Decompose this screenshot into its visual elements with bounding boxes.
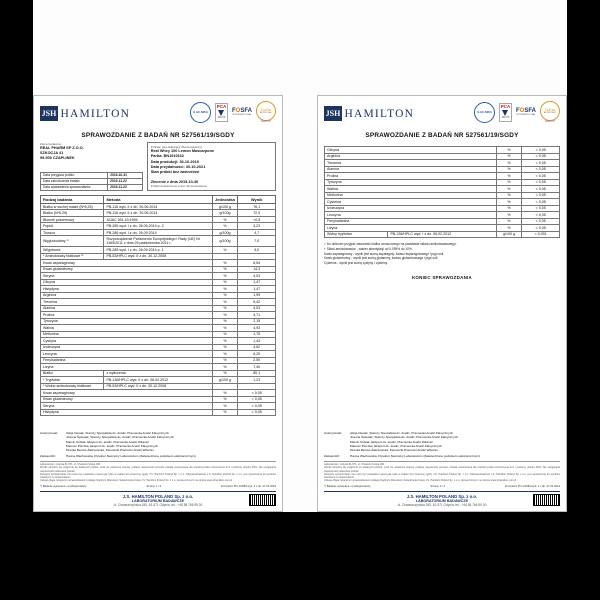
pca-number: AB 079 (217, 117, 226, 120)
text-line: Monika Bemke-Żakrzewska, Kierownik Pracowni Analiz Witamin (350, 448, 438, 453)
fosfa-part: F (231, 108, 236, 114)
approved-block (324, 454, 560, 458)
approved-label: Zatwierdził: (324, 454, 340, 459)
gafta-label: Gafta (260, 107, 272, 113)
unit-cell: % (212, 247, 238, 254)
authorized-block (40, 431, 276, 453)
name-cell: * Aminokwasy białkowe ²⁾ (41, 253, 104, 260)
name-cell: Cysteina (325, 199, 497, 206)
unit-cell: % (212, 396, 238, 403)
footer-address: ul. Chwaszczyńska 180, 81-571 Gdynia, tel.: +48 58 766 99 00 (397, 503, 487, 507)
text-line: Kwas glutaminowy - wynik jest sumą glutaminy, kwasu glutaminowego i jego soli. (324, 256, 439, 261)
text-line: Marcin Kubiak, Ekspert ds. analiz, Pracownia Analiz Witamin (66, 439, 150, 444)
name-cell: Popiół (41, 223, 104, 230)
unit-cell: % (212, 390, 238, 397)
res-cell: < 0,05 (522, 166, 560, 173)
name-cell: Prolina (41, 312, 213, 319)
unit-cell: % (496, 199, 522, 206)
res-cell: < 0,05 (522, 186, 560, 193)
res-cell: < 0,05 (522, 147, 560, 154)
name-cell: Lizyna (325, 225, 497, 232)
name-cell: Białko (N*6,25) (41, 210, 104, 217)
text-line: Data przydatności: 30-10-2021 (150, 164, 206, 169)
authorized-label: Autoryzował: (324, 431, 342, 436)
unit-cell: g/100 g (212, 203, 238, 210)
text-line: Mariusz Pieczka, Ekspert ds. analiz, Pracownia Analiz Klasycznych (66, 444, 158, 449)
name-cell: Wolny tryptofan (325, 231, 388, 238)
form-number: Formularz PO-14/08d wyd. 1 z dn. 27.02.2019 (220, 485, 276, 488)
name-cell: Metionina (325, 192, 497, 199)
unit-cell: % (496, 173, 522, 180)
brand-name: HAMILTON (344, 107, 415, 120)
res-cell: < 0,05 (522, 205, 560, 212)
dates-table (40, 172, 143, 191)
name-cell: Treonina (325, 160, 497, 167)
name-cell: Tyrozyna (41, 318, 213, 325)
text-line: Wyniki odnoszą się wyłącznie do badanych próbek. Jeśli nie określono inaczej, podana niepewność pomiaru została oszacowana dla współczynnika rozszerzenia k=2 i poziomu ufności 95%. Nie uwzględnia niepewności pobierania próbek. (40, 466, 276, 473)
unit-cell: % (496, 179, 522, 186)
name-cell: Kwas asparaginowy (41, 260, 213, 267)
pca-accreditation-icon (215, 103, 228, 122)
res-cell: 4,03 (238, 273, 276, 280)
delivery-line: Próbki dostarczone przez Zleceniodawcę (150, 183, 208, 188)
sample-details (151, 149, 272, 176)
certification-badges (190, 101, 276, 123)
form-number: Formularz PO-14/08d wyd. 1 z dn. 27.02.2019 (504, 485, 560, 488)
unit-cell: % (496, 225, 522, 232)
name-cell: Walina (41, 325, 213, 332)
name-cell: Izoleucyna (325, 205, 497, 212)
footnotes (324, 242, 560, 266)
name-cell: Leucyna (325, 212, 497, 219)
res-cell: 80,1 (238, 370, 276, 377)
name-cell: Treonina (41, 299, 213, 306)
gafta-analyst: ANALYST (260, 121, 272, 123)
res-cell: 4,71 (238, 312, 276, 319)
col-header-result: Wynik (238, 195, 276, 203)
unit-cell: % (212, 351, 238, 358)
name-cell: Glicyna (325, 147, 497, 154)
method-cell: PB-53/HPLC wyd. II z dn. 30.12.2008 (104, 253, 212, 260)
res-cell: 1,23 (238, 377, 276, 384)
method-cell: Rozporządzenie Parlamentu Europejskiego i Rady (UE) Nr 1169/2011 z dnia 25 października 2011 r. (104, 236, 212, 247)
barcode-icon (533, 494, 560, 506)
end-of-report-marker: KONIEC SPRAWOZDANIA (411, 274, 473, 280)
pca-number: AB 079 (501, 117, 510, 120)
res-cell: 1,75 (238, 331, 276, 338)
results-header-row (41, 195, 276, 203)
gafta-badge (256, 101, 276, 123)
col-header-unit: Jednostka (212, 195, 238, 203)
unit-cell: % (212, 357, 238, 364)
gafta-badge (540, 101, 560, 123)
fosfa-subtitle: INTERNATIONAL (516, 114, 536, 116)
pca-label: PCA (500, 103, 511, 109)
unit-cell: % (212, 409, 238, 416)
name-cell: Białko w suchej masie (N*6,25) (41, 203, 104, 210)
name-cell: * Wolne aminokwasy białkowe (41, 383, 104, 390)
gafta-seal-icon (540, 101, 560, 121)
disclaimer-text (324, 461, 560, 483)
date-label: Data przyjęcia próbki: (41, 172, 108, 178)
unit-cell: g/100g (212, 236, 238, 247)
hamilton-monogram-icon: JSH (40, 106, 58, 121)
page-header (324, 101, 560, 128)
name-cell: Fenyloalanina (325, 218, 497, 225)
res-cell: 1,99 (238, 292, 276, 299)
name-cell: Białko (41, 370, 104, 377)
unit-cell: % (212, 260, 238, 267)
text-line: Alicja Nowak, Starszy Specjalista ds. Analiz, Pracownia Analiz Klasycznych (66, 431, 169, 436)
meta-row (40, 485, 276, 488)
authorized-block (324, 431, 560, 453)
method-cell: AOAC 991.43:1994 (104, 216, 212, 223)
legend-note: *) Badanie wykonane u podwykonawcy (324, 485, 371, 488)
results-table-page1 (40, 195, 276, 417)
approved-name: Hanna Wachowska, Dyrektor Naczelny Laboratorium (Zatwierdzone podpisem elektronicznym) (66, 454, 196, 459)
name-cell: * Tryptofan (41, 377, 104, 384)
unit-cell: % (212, 325, 238, 332)
res-cell: 5,42 (238, 299, 276, 306)
text-line: Laboratorium: Gdynia 81-571, ul. Chwaszczyńska 180. (40, 463, 101, 466)
name-cell: Seryna (41, 403, 213, 410)
res-cell: 2,15 (238, 318, 276, 325)
unit-cell: % (496, 147, 522, 154)
res-cell: < 0,05 (238, 403, 276, 410)
fosfa-subtitle: INTERNATIONAL (232, 114, 252, 116)
date-value: 2019-11-22 (108, 184, 143, 190)
ilac-mra-seal-icon: ILAC-MRA (190, 102, 211, 123)
ilac-mra-seal-icon: ILAC-MRA (474, 102, 495, 123)
col-header-method: Metoda (104, 195, 212, 203)
name-cell: Histydyna (41, 286, 213, 293)
text-line: REAL PHARM SP Z.O.O. (40, 146, 84, 150)
date-row (41, 184, 143, 190)
authorized-names (350, 431, 458, 453)
res-cell: 4,7 (238, 229, 276, 236)
brand-name: HAMILTON (60, 107, 131, 120)
approved-name: Hanna Wachowska, Dyrektor Naczelny Laboratorium (Zatwierdzone podpisem elektronicznym) (350, 454, 480, 459)
date-value: 2019-10-31 (108, 172, 143, 178)
footer-company: J.S. HAMILTON POLAND Sp. z o.o. (406, 493, 478, 499)
page-footer (324, 491, 560, 508)
text-line: SZKOCJA 41 (40, 151, 64, 156)
table-row (325, 231, 560, 238)
client-block (40, 142, 143, 191)
unit-cell: % (212, 273, 238, 280)
meta-row (324, 485, 560, 488)
unit-cell: % (496, 166, 522, 173)
unit-cell: % (212, 338, 238, 345)
col-header-test: Rodzaj badania (41, 195, 104, 203)
unit-cell: % (212, 279, 238, 286)
hamilton-monogram-icon: JSH (324, 106, 342, 121)
client-label: Zleceniodawca: (40, 142, 62, 146)
authorized-label: Autoryzował: (40, 431, 58, 436)
gafta-analyst: ANALYST (544, 121, 556, 123)
text-line: Usługa objęta niniejszym sprawozdaniem podlega Ogólnym Warunkom Świadczenia Usług J.S. Hamilton Poland Sp. z o.o. zamieszczonym na stronie www.jshamilton.com.pl (40, 479, 233, 483)
fosfa-o: O (519, 108, 525, 114)
certification-badges (474, 101, 560, 123)
res-cell: < 0,05 (238, 390, 276, 397)
text-line: 95-500 CZAPLINEK (40, 156, 75, 161)
res-cell: < 0,05 (522, 225, 560, 232)
res-cell: 8,54 (238, 260, 276, 267)
pca-triangle-icon (218, 110, 224, 116)
res-cell: < 0,05 (522, 179, 560, 186)
name-cell: Fenyloalanina (41, 357, 213, 364)
unit-cell: % (212, 364, 238, 371)
method-cell: PB-286 wyd. I z dn. 26.09.2014 (104, 229, 212, 236)
unit-cell: % (212, 318, 238, 325)
report-page-1 (33, 95, 283, 512)
date-label: Data wystawienia sprawozdania: (41, 184, 108, 190)
results-table-page2 (324, 146, 560, 238)
fosfa-part: SFA (524, 108, 536, 114)
res-cell: < 0,05 (238, 396, 276, 403)
unit-cell: % (496, 192, 522, 199)
text-line: ²⁾ Skład aminokwasów - zakres akredytacji od 0,095% do 10%. (324, 246, 413, 251)
name-cell: Metionina (41, 331, 213, 338)
res-cell: 6,25 (238, 351, 276, 358)
name-cell: Prolina (325, 173, 497, 180)
text-line: Kwas asparaginowy - wynik jest sumą asparaginy, kwasu asparaginowego i jego soli. (324, 251, 445, 256)
footer-company: J.S. HAMILTON POLAND Sp. z o.o. (122, 493, 194, 499)
method-cell: PB-136/HPLC wyd. II z dn. 06.02.2012 (104, 377, 212, 384)
page-bottom-block (324, 431, 560, 507)
text-line: Marcin Kubiak, Ekspert ds. analiz, Pracownia Analiz Witamin (350, 439, 434, 444)
method-cell: PB-136/HPLC wyd. I z dn. 06.02.2012 (388, 231, 496, 238)
unit-cell: g/100g (212, 229, 238, 236)
res-cell: 4,93 (238, 325, 276, 332)
unit-cell: % (496, 218, 522, 225)
method-cell: PB-285 wyd. I z dn. 26.09.2014 p. 1 (104, 247, 212, 254)
barcode-icon (249, 494, 276, 506)
method-cell: z wyliczenia (104, 370, 212, 377)
name-cell: Histydyna (41, 409, 213, 416)
name-cell: Arginina (325, 153, 497, 160)
res-cell: < 0,05 (522, 192, 560, 199)
text-line: Stan próbki bez zastrzeżeń (150, 170, 200, 175)
res-cell: < 0,05 (522, 173, 560, 180)
text-line: Wyniki odnoszą się wyłącznie do badanych próbek. Jeśli nie określono inaczej, podana niepewność pomiaru została oszacowana dla współczynnika rozszerzenia k=2 i poziomu ufności 95%. Nie uwzględnia niepewności pobierania próbek. (324, 466, 560, 473)
unit-cell: % (496, 186, 522, 193)
order-line: Zlecenie z dnia 2019-10-30 (150, 179, 199, 184)
res-cell: 7,0 (238, 236, 276, 247)
report-title: SPRAWOZDANIE Z BADAŃ NR 527561/19/SGDY (81, 132, 235, 139)
approved-block (40, 454, 276, 458)
res-cell: < 0,05 (522, 212, 560, 219)
name-cell: Arginina (41, 292, 213, 299)
text-line: Mariusz Pieczka, Ekspert ds. analiz, Pracownia Analiz Klasycznych (350, 444, 442, 449)
res-cell: 3,23 (238, 223, 276, 230)
res-cell: 4,03 (238, 305, 276, 312)
date-value: 2019-11-22 (108, 178, 143, 184)
fosfa-part: F (515, 108, 520, 114)
legend-note: *) Badanie wykonane u podwykonawcy (40, 485, 87, 488)
name-cell: Walina (325, 186, 497, 193)
report-title: SPRAWOZDANIE Z BADAŃ NR 527561/19/SGDY (365, 132, 519, 139)
unit-cell: % (212, 223, 238, 230)
info-section (40, 142, 276, 191)
method-cell: PB-285 wyd. I z dn. 26.09.2014 p. 2 (104, 223, 212, 230)
unit-cell: % (496, 160, 522, 167)
fosfa-logo-icon (516, 108, 536, 116)
unit-cell: % (212, 292, 238, 299)
footer-address: ul. Chwaszczyńska 180, 81-571 Gdynia, tel.: +48 58 766 99 00 (113, 503, 203, 507)
name-cell: Seryna (41, 273, 213, 280)
res-cell: 1,47 (238, 286, 276, 293)
unit-cell: % (212, 331, 238, 338)
text-line: Cysteina - wynik jest sumą cystyny i cysteiny. (324, 261, 388, 266)
name-cell: Lizyna (41, 364, 213, 371)
name-cell: Alanina (325, 166, 497, 173)
text-line: Joanna Śpiewak, Starszy Specjalista ds. Analiz, Pracownia Analiz Klasycznych (66, 435, 174, 440)
text-line: Usługa objęta niniejszym sprawozdaniem podlega Ogólnym Warunkom Świadczenia Usług J.S. Hamilton Poland Sp. z o.o. zamieszczonym na stronie www.jshamilton.com.pl (324, 479, 517, 483)
res-cell: <0,5 (238, 216, 276, 223)
hamilton-logo (40, 106, 130, 121)
name-cell: Izoleucyna (41, 344, 213, 351)
unit-cell: % (212, 312, 238, 319)
method-cell: PB-53/HPLC wyd. II z dn. 30.12.2008 (104, 383, 212, 390)
unit-cell: % (496, 212, 522, 219)
name-cell: Alanina (41, 305, 213, 312)
name-cell: Węglowodany ¹⁾ (41, 236, 104, 247)
fosfa-logo-icon (232, 108, 252, 116)
date-label: Data zakończenia badań: (41, 178, 108, 184)
name-cell: Kwas asparaginowy (41, 390, 213, 397)
unit-cell: % (212, 305, 238, 312)
table-row (41, 236, 276, 247)
res-cell: < 0,05 (238, 409, 276, 416)
gafta-label: Gafta (544, 107, 556, 113)
res-cell: 5,0 (238, 247, 276, 254)
page-header (40, 101, 276, 128)
report-page-2 (317, 95, 567, 512)
page-footer (40, 491, 276, 508)
name-cell: Cystyna (41, 338, 213, 345)
pca-accreditation-icon (499, 103, 512, 122)
res-cell: 1,43 (238, 338, 276, 345)
text-line: Niniejsze sprawozdanie nie może być powielane inaczej jak tylko w całości bez pisemnej zgody J.S. Hamilton Poland Sp. z o.o. Odpowiedzialność J.S. Hamilton Poland Sp. z o.o. jest ograniczona do wyników zawartych w sprawozdaniu. (40, 472, 276, 479)
name-cell: Leucyna (41, 351, 213, 358)
unit-cell: % (212, 286, 238, 293)
name-cell: Błonnik pokarmowy (41, 216, 104, 223)
res-cell: < 0,05 (522, 160, 560, 167)
text-line: Alicja Nowak, Starszy Specjalista ds. Analiz, Pracownia Analiz Klasycznych (350, 431, 453, 436)
fosfa-part: SFA (240, 108, 252, 114)
name-cell: Glicyna (41, 279, 213, 286)
unit-cell: g/100g (212, 210, 238, 217)
name-cell: Tłuszcz (41, 229, 104, 236)
page-number: Strona: 2 / 2 (430, 485, 446, 488)
res-cell: 4,62 (238, 344, 276, 351)
disclaimer-text (40, 461, 276, 483)
res-cell: 14,3 (238, 266, 276, 273)
name-cell: Tyrozyna (325, 179, 497, 186)
pca-triangle-icon (502, 110, 508, 116)
unit-cell: % (212, 266, 238, 273)
page-bottom-block (40, 431, 276, 507)
gafta-approved: APPROVED (259, 112, 273, 115)
text-line: ¹⁾ Do obliczeń przyjęto zawartość białka oznaczonego na podstawie składu aminokwasowego. (324, 242, 457, 246)
unit-cell: % (496, 153, 522, 160)
res-cell: 1,47 (238, 279, 276, 286)
res-cell: < 0,001 (522, 231, 560, 238)
res-cell: < 0,05 (522, 218, 560, 225)
unit-cell: g/100 g (496, 231, 522, 238)
sample-box (147, 142, 276, 191)
footer-lab: LABORATORIUM BADAWCZE (415, 498, 469, 503)
sample-label: Próbka: (wg deklaracji Zleceniodawcy) (150, 145, 202, 149)
unit-cell: % (212, 216, 238, 223)
res-cell: 2,50 (238, 357, 276, 364)
res-cell: 76,1 (238, 203, 276, 210)
text-line: Real Whey 100 Lemon Mascarpone (150, 149, 215, 153)
hamilton-logo (324, 106, 414, 121)
approved-label: Zatwierdził: (40, 454, 56, 459)
name-cell: Kwas glutaminowy (41, 396, 213, 403)
unit-cell: % (496, 205, 522, 212)
fosfa-o: O (235, 108, 241, 114)
res-cell: < 0,05 (522, 153, 560, 160)
text-line: Monika Bemke-Żakrzewska, Kierownik Pracowni Analiz Witamin (66, 448, 154, 453)
client-address (40, 146, 143, 161)
res-cell: 72,5 (238, 210, 276, 217)
authorized-names (66, 431, 174, 453)
table-row (41, 409, 276, 416)
text-line: Partia: BN1910162 (150, 154, 184, 159)
text-line: Laboratorium: Gdynia 81-571, ul. Chwaszczyńska 180. (324, 463, 385, 466)
unit-cell: % (212, 403, 238, 410)
method-cell: PB-116 wyd. II z dn. 30.06.2014 (104, 210, 212, 217)
pca-label: PCA (216, 103, 227, 109)
unit-cell: % (212, 299, 238, 306)
text-line: Joanna Śpiewak, Starszy Specjalista ds. Analiz, Pracownia Analiz Klasycznych (350, 435, 458, 440)
gafta-seal-icon (256, 101, 276, 121)
res-cell: < 0,05 (522, 199, 560, 206)
name-cell: Kwas glutaminowy (41, 266, 213, 273)
unit-cell: % (212, 370, 238, 377)
method-cell: PB-116 wyd. II z dn. 30.06.2014 (104, 203, 212, 210)
footer-lab: LABORATORIUM BADAWCZE (131, 498, 185, 503)
gafta-approved: APPROVED (543, 112, 557, 115)
text-line: Data produkcji: 30-10-2019 (150, 159, 199, 164)
name-cell: Wilgotność (41, 247, 104, 254)
res-cell: 7,40 (238, 364, 276, 371)
unit-cell: % (212, 344, 238, 351)
unit-cell: g/100 g (212, 377, 238, 384)
text-line: Niniejsze sprawozdanie nie może być powielane inaczej jak tylko w całości bez pisemnej zgody J.S. Hamilton Poland Sp. z o.o. Odpowiedzialność J.S. Hamilton Poland Sp. z o.o. jest ograniczona do wyników zawartych w sprawozdaniu. (324, 472, 560, 479)
page-number: Strona: 1 / 2 (146, 485, 162, 488)
